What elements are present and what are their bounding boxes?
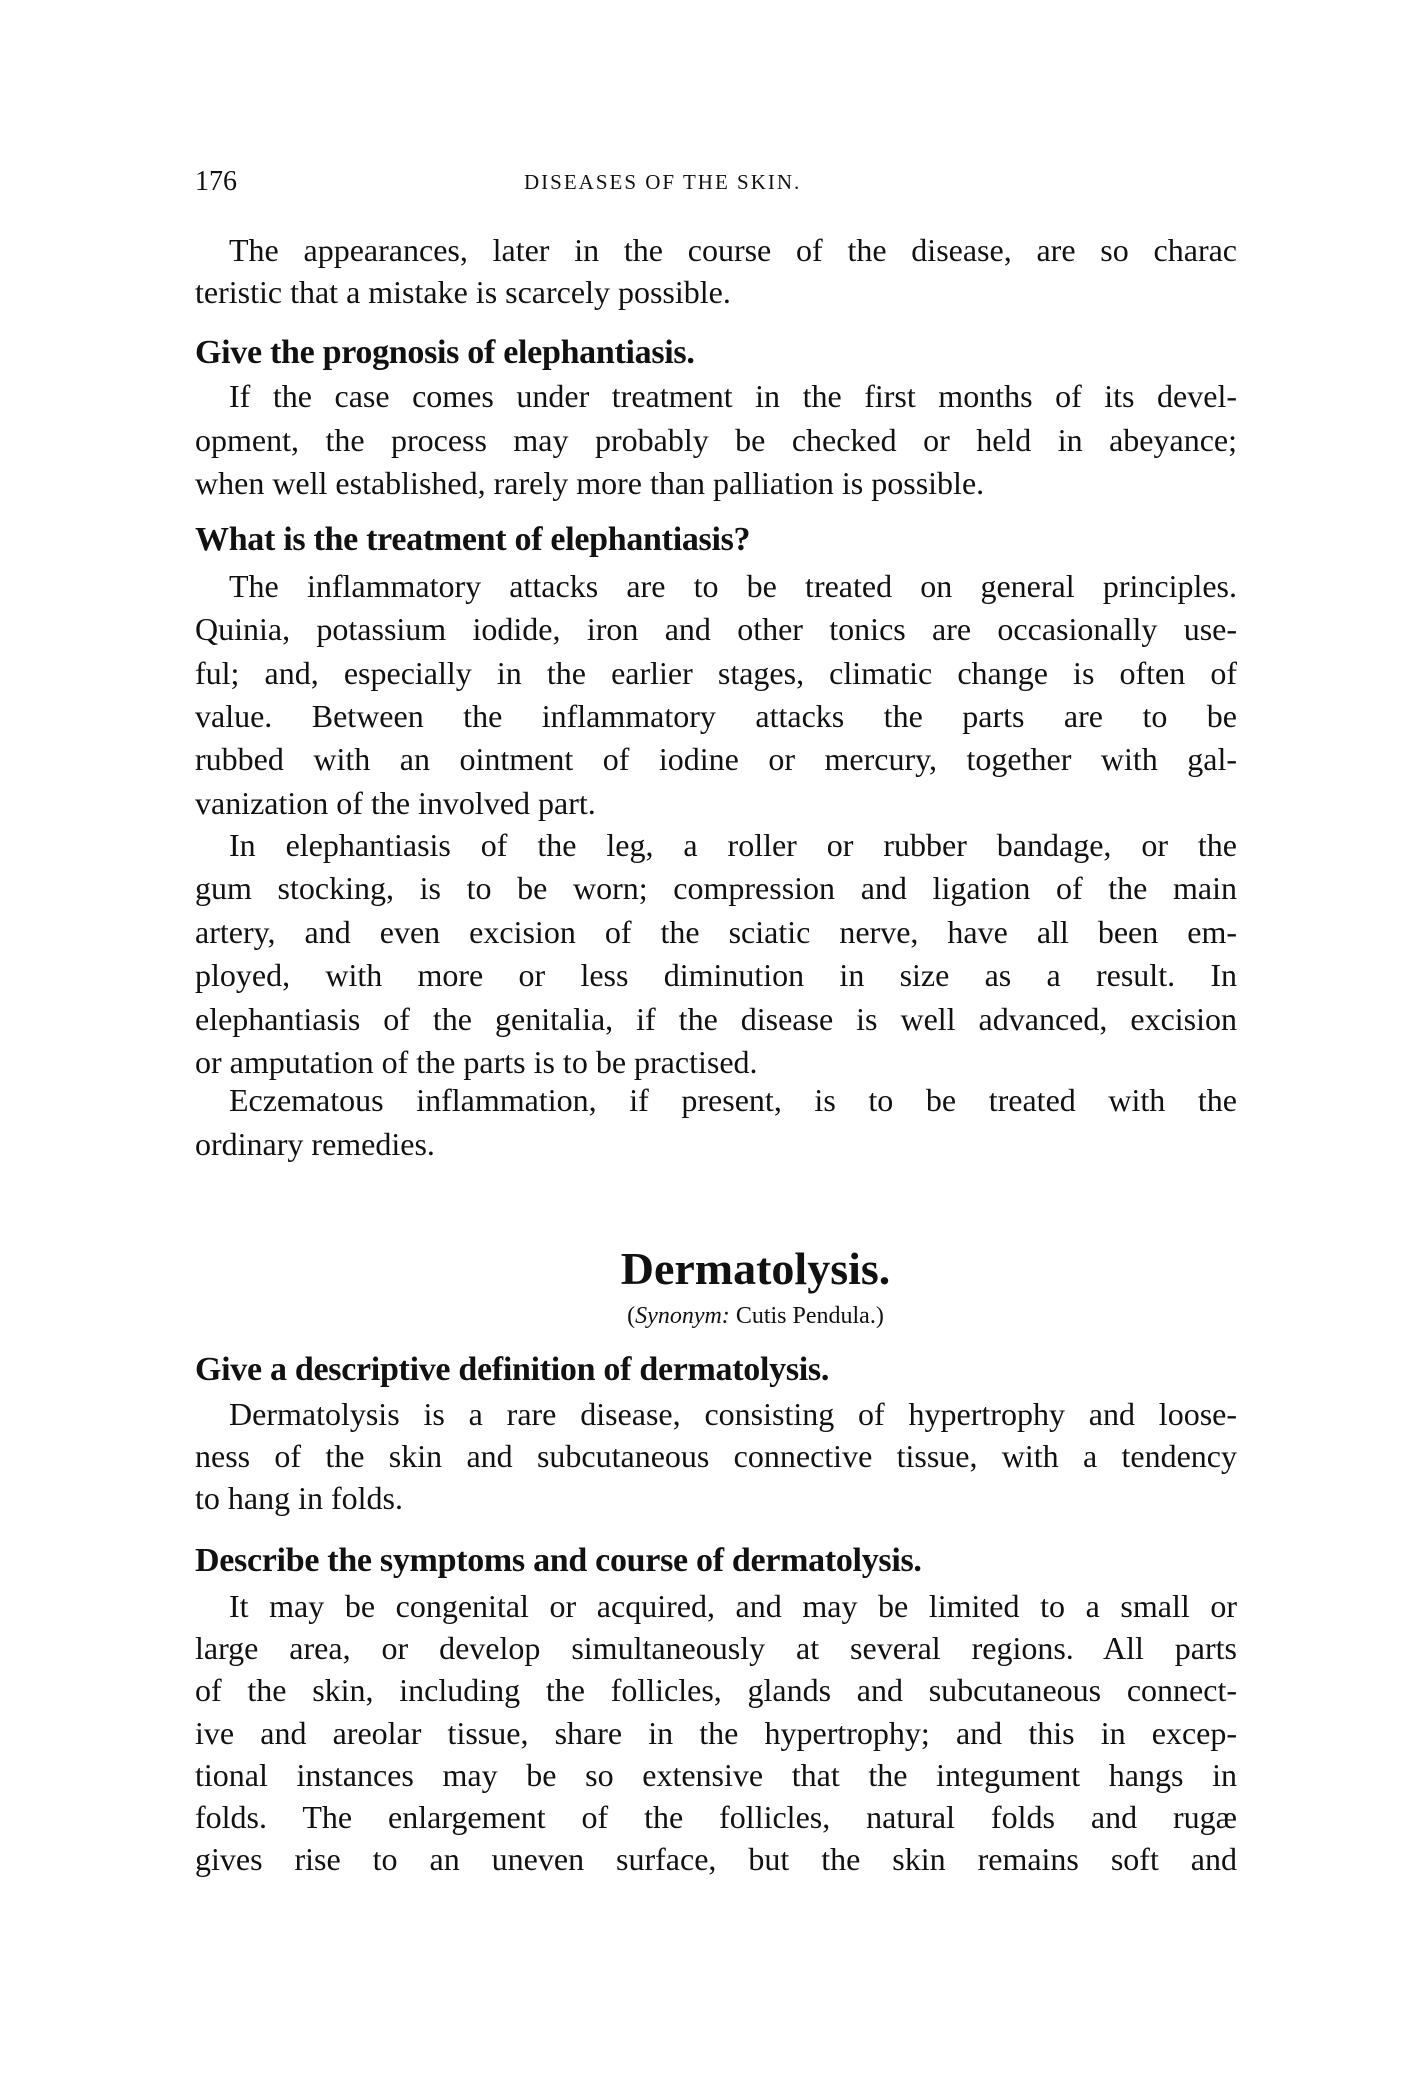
question-heading: Describe the symptoms and course of dermatolysis. [195,1542,922,1579]
synonym-label: Synonym: [635,1303,730,1329]
paragraph-line: ordinary remedies. [195,1126,435,1162]
paragraph-line: elephantiasis of the genitalia, if the disease is well advanced, excision [195,1000,1237,1037]
paragraph-line: If the case comes under treatment in the first months of its devel- [229,378,1237,414]
paragraph-line: or amputation of the parts is to be practised. [195,1044,758,1080]
paragraph-line: opment, the process may probably be checked or held in abeyance; [195,421,1237,458]
paragraph-line: rubbed with an ointment of iodine or mercury, together with gal- [195,741,1237,778]
paragraph-line: when well established, rarely more than palliation is possible. [195,465,985,501]
paragraph-line: value. Between the inflammatory attacks the parts are to be [195,697,1237,734]
paragraph-line: Dermatolysis is a rare disease, consisting of hypertrophy and loose- [229,1396,1237,1432]
synonym-line: (Synonym: Cutis Pendula.) [627,1303,884,1329]
paragraph-line: ployed, with more or less diminution in size as a result. In [195,957,1237,994]
paragraph-line: vanization of the involved part. [195,784,596,821]
paragraph-line: It may be congenital or acquired, and may be limited to a small or [229,1588,1237,1624]
paragraph-line: The appearances, later in the course of the disease, are so charac [229,232,1237,268]
paragraph-line: large area, or develop simultaneously at several regions. All parts [195,1630,1237,1667]
paragraph-line: folds. The enlargement of the follicles, natural folds and rugæ [195,1799,1237,1835]
paragraph-line: teristic that a mistake is scarcely possible. [195,274,731,310]
paragraph-line: of the skin, including the follicles, glands and subcutaneous connect- [195,1672,1237,1709]
paragraph-line: Quinia, potassium iodide, iron and other tonics are occasionally use- [195,611,1237,648]
paragraph-line: artery, and even excision of the sciatic nerve, have all been em- [195,913,1237,950]
question-heading: Give a descriptive definition of dermatolysis. [195,1351,830,1388]
paragraph-line: ness of the skin and subcutaneous connective tissue, with a tendency [195,1438,1237,1474]
question-heading: What is the treatment of elephantiasis? [195,521,751,558]
synonym-value: Cutis Pendula. [735,1303,876,1329]
section-title: Dermatolysis. [620,1243,891,1294]
paragraph-line: to hang in folds. [195,1480,403,1516]
paragraph-line: gum stocking, is to be worn; compression and ligation of the main [195,870,1237,907]
paragraph-line: ive and areolar tissue, share in the hypertrophy; and this in excep- [195,1714,1237,1751]
running-head: DISEASES OF THE SKIN. [524,170,802,194]
paragraph-line: The inflammatory attacks are to be treated on general principles. [229,568,1237,604]
paragraph-line: tional instances may be so extensive that the integument hangs in [195,1756,1237,1793]
paragraph-line: gives rise to an uneven surface, but the skin remains soft and [195,1841,1237,1878]
page-number: 176 [195,166,237,197]
paragraph-line: Eczematous inflammation, if present, is to be treated with the [229,1082,1237,1118]
paragraph-line: ful; and, especially in the earlier stages, climatic change is often of [195,654,1237,691]
question-heading: Give the prognosis of elephantiasis. [195,334,695,371]
paragraph-line: In elephantiasis of the leg, a roller or rubber bandage, or the [229,827,1237,863]
